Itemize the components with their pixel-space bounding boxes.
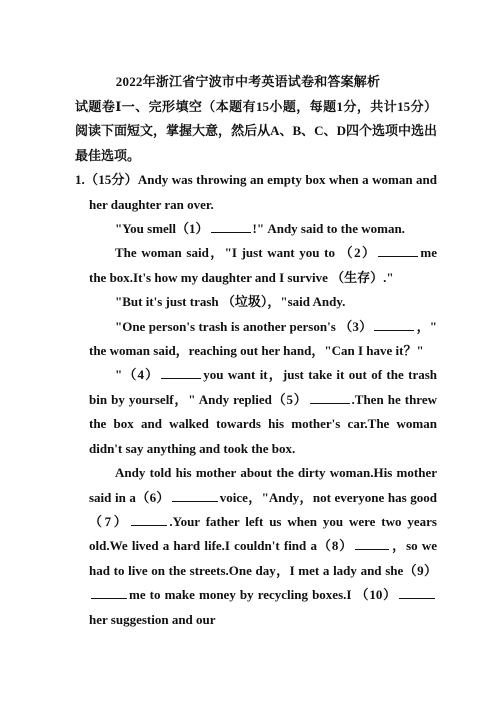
passage-text: Andy was throwing an empty box when a woman and her daughter ran over.: [89, 172, 437, 212]
question-paragraph-1: [75, 168, 437, 217]
answer-blank-8: [355, 536, 389, 550]
answer-blank-1: [211, 219, 251, 233]
answer-blank-9: [91, 585, 127, 599]
passage-text: "But it's just trash （垃圾），"said Andy.: [115, 294, 346, 310]
answer-blank-4: [161, 365, 201, 379]
passage-paragraph: [75, 363, 437, 461]
passage-text: ，so we had to live on the streets.One day，I met a lady and she（9）: [89, 538, 437, 578]
passage-paragraph: [75, 217, 437, 241]
passage-text: Andy told his mother about the dirty woman.His mother said in a（6）: [89, 465, 437, 505]
answer-blank-3: [374, 317, 414, 331]
passage-text: "One person's trash is another person's （3）: [115, 318, 373, 334]
document-body: [75, 95, 437, 632]
passage-text: her suggestion and our: [89, 611, 216, 627]
passage-text: ，" the woman said，reaching out her hand，"Can I have it？": [89, 318, 438, 359]
question-number: 1.: [75, 172, 85, 188]
passage-text: you want it，just take it out of the trash bin by yourself，" Andy replied（5）: [89, 367, 437, 407]
passage-paragraph: [75, 315, 437, 364]
answer-blank-5: [310, 390, 350, 404]
page-title: 2022年浙江省宁波市中考英语试卷和答案解析: [115, 74, 381, 89]
answer-blank-10: [399, 585, 435, 599]
passage-text: "（4）: [115, 367, 160, 383]
passage-paragraph: [75, 290, 437, 314]
answer-blank-2: [378, 243, 418, 257]
passage-text: "You smell（1）: [115, 221, 209, 237]
passage-text: The woman said，"I just want you to （2）: [115, 245, 377, 261]
passage-text: me to make money by recycling boxes.I （10）: [129, 587, 397, 603]
section-instruction: 试题卷Ⅰ一、完形填空（本题有15小题，每题1分，共计15分）阅读下面短文，掌握大意，然后从A、B、C、D四个选项中选出最佳选项。: [75, 99, 437, 163]
answer-blank-6: [172, 488, 218, 502]
passage-text: .Then he threw the box and walked towards his mother's car.The woman didn't say anything and took the box.: [89, 391, 438, 456]
passage-paragraph: [75, 461, 437, 632]
passage-text: .Your father left us when you were two years old.We lived a hard life.I couldn't find a（8）: [89, 513, 437, 554]
question-points: （15分）: [84, 172, 138, 188]
passage-text: voice，"Andy，not everyone has good（7）: [89, 489, 438, 529]
answer-blank-7: [131, 512, 167, 526]
passage-paragraph: [75, 241, 437, 290]
passage-text: me the box.It's how my daughter and I survive （生存）.": [89, 245, 437, 285]
passage-text: !" Andy said to the woman.: [252, 221, 405, 237]
